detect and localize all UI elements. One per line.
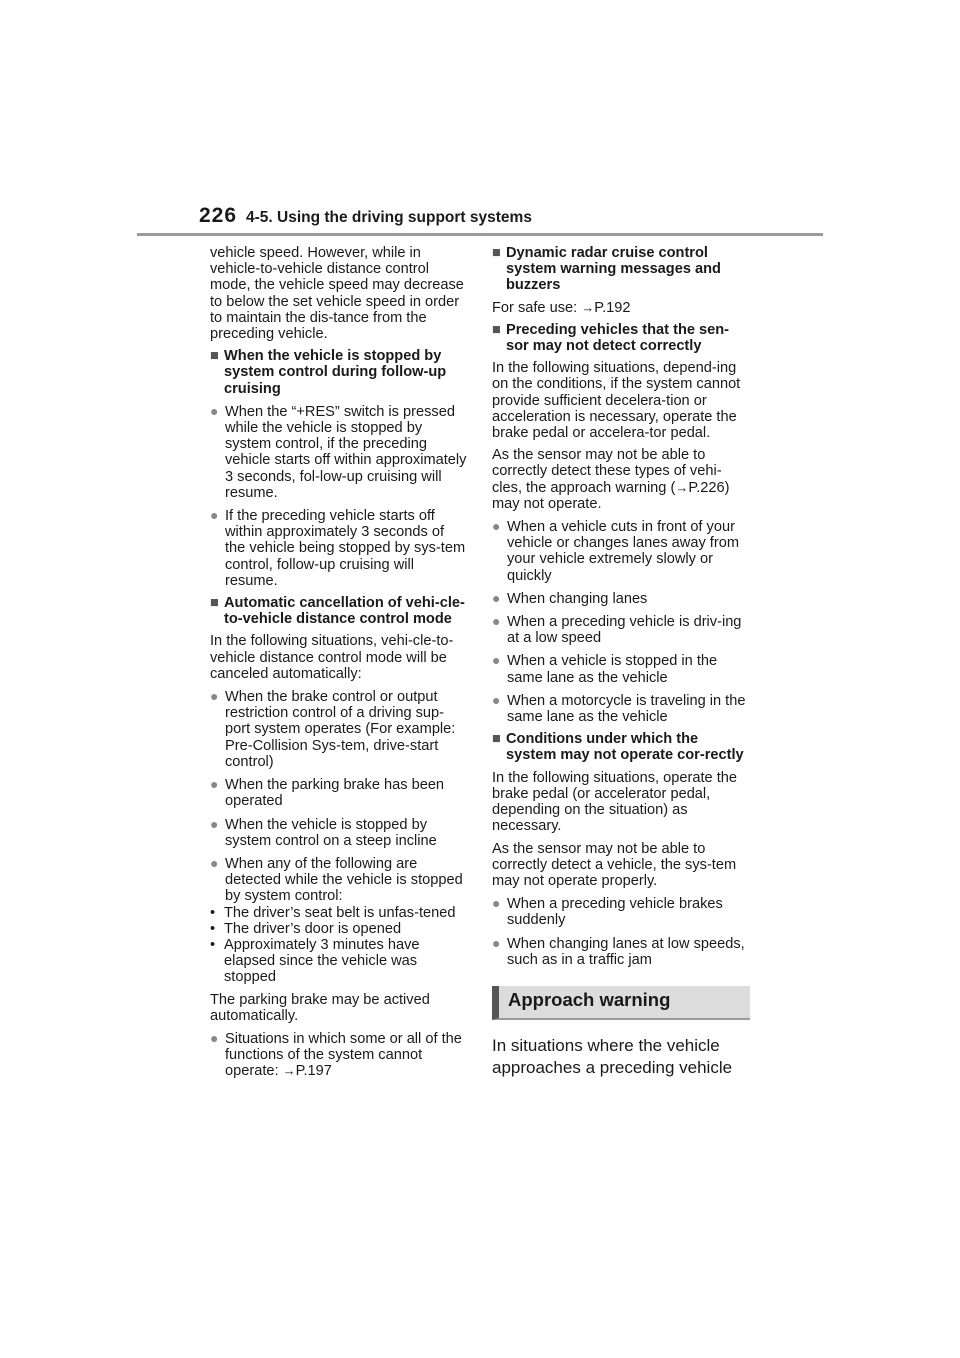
square-bullet-icon: ■ [492, 321, 501, 338]
header-rule [137, 233, 823, 236]
sub-list [210, 905, 468, 986]
section-title: 4-5. Using the driving support systems [246, 209, 532, 226]
arrow-right-icon: → [282, 1063, 296, 1079]
sub-list-item: • The driver’s seat belt is unfas-tened [210, 904, 456, 921]
circle-bullet-icon: ● [492, 691, 501, 708]
square-bullet-icon: ■ [210, 348, 219, 365]
list-item: ● When changing lanes at low speeds, such as in a traffic jam [492, 934, 745, 968]
left-column [210, 245, 468, 1086]
list-item: ● When a vehicle is stopped in the same lane as the vehicle [492, 652, 718, 686]
list-item: ● When a motorcycle is traveling in the same lane as the vehicle [492, 691, 746, 726]
sensor-paragraph: As the sensor may not be able to correctly detect a vehicle, the sys-tem may not operate properly. [492, 840, 737, 889]
right-column [492, 245, 750, 1079]
situations-paragraph: In the following situations, depend-ing on the conditions, if the system cannot provide sufficient decelera-tion or acceleration is necessary, operate the brake pedal or accelera-tor pedal. [492, 360, 741, 442]
approach-warning-intro: In situations where the vehicle approaches a preceding vehicle [492, 1035, 733, 1077]
approach-warning-paragraph: As the sensor may not be able to correctly detect these types of vehi-cles, the approach warning (→P.226) may not operate. [492, 447, 730, 512]
circle-bullet-icon: ● [210, 402, 219, 419]
square-bullet-icon: ■ [210, 595, 219, 612]
circle-bullet-icon: ● [492, 518, 501, 535]
list-item: ● When a vehicle cuts in front of your vehicle or changes lanes away from your vehicle extremely slowly or quickly [492, 518, 739, 584]
arrow-right-icon: → [675, 479, 689, 495]
list-item: ● When any of the following are detected while the vehicle is stopped by system control: [210, 854, 463, 905]
circle-bullet-icon: ● [492, 652, 501, 669]
circle-bullet-icon: ● [210, 688, 219, 705]
list-item: ● When the “+RES” switch is pressed while the vehicle is stopped by system control, if the preceding vehicle starts off within approximately 3 seconds, fol-low-up cruising will resume. [210, 402, 467, 501]
arrow-right-icon: → [581, 299, 595, 315]
heading-stopped-by-system: ■ When the vehicle is stopped by system control during follow-up cruising [210, 348, 447, 397]
intro-paragraph: vehicle speed. However, while in vehicle-to-vehicle distance control mode, the vehicle speed may decrease to below the set vehicle speed in order to maintain the dis-tance from the preceding vehicle. [210, 245, 464, 343]
safe-use-paragraph: For safe use: →P.192 [492, 299, 631, 316]
circle-bullet-icon: ● [210, 776, 219, 793]
page-reference-link[interactable]: P.226 [688, 479, 725, 496]
list-item: ● When a preceding vehicle is driv-ing at a low speed [492, 613, 742, 647]
circle-bullet-icon: ● [210, 815, 219, 832]
circle-bullet-icon: ● [492, 589, 501, 606]
circle-bullet-icon: ● [210, 1029, 219, 1046]
circle-bullet-icon: ● [492, 613, 501, 630]
list-item: ● If the preceding vehicle starts off within approximately 3 seconds of the vehicle being stopped by sys-tem control, follow-up cruising will resume. [210, 507, 466, 589]
conditions-paragraph: In the following situations, operate the brake pedal (or accelerator pedal, depending on the situation) as necessary. [492, 769, 738, 835]
heading-warning-messages: ■ Dynamic radar cruise control system warning messages and buzzers [492, 245, 721, 294]
circle-bullet-icon: ● [492, 934, 501, 951]
approach-warning-heading: Approach warning [492, 986, 750, 1020]
square-bullet-icon: ■ [492, 245, 501, 261]
page-number: 226 [199, 204, 238, 227]
list-item: ● When changing lanes [492, 589, 648, 607]
circle-bullet-icon: ● [210, 854, 219, 871]
square-bullet-icon: ■ [492, 731, 501, 748]
page-reference-link[interactable]: P.197 [295, 1063, 332, 1080]
sub-list-item: • The driver’s door is opened [210, 920, 402, 937]
heading-conditions: ■ Conditions under which the system may not operate cor-rectly [492, 731, 744, 764]
circle-bullet-icon: ● [492, 895, 501, 912]
list-item: ● When the vehicle is stopped by system control on a steep incline [210, 815, 437, 849]
circle-bullet-icon: ● [210, 507, 219, 524]
sub-list-item: • Approximately 3 minutes have elapsed since the vehicle was stopped [210, 936, 420, 986]
list-item: ● Situations in which some or all of the functions of the system cannot operate: →P.197 [210, 1029, 462, 1080]
list-item: ● When a preceding vehicle brakes suddenly [492, 895, 723, 929]
cancellation-paragraph: In the following situations, vehi-cle-to-vehicle distance control mode will be canceled automatically: [210, 633, 454, 682]
heading-sensor-detection: ■ Preceding vehicles that the sen-sor may not detect correctly [492, 321, 730, 355]
parking-brake-paragraph: The parking brake may be actived automatically. [210, 991, 430, 1024]
list-item: ● When the brake control or output restriction control of a driving sup-port system operates (For example: Pre-Collision Sys-tem, drive-start control) [210, 688, 456, 770]
page-reference-link[interactable]: P.192 [594, 299, 631, 316]
list-item: ● When the parking brake has been operated [210, 776, 445, 810]
heading-automatic-cancellation: ■ Automatic cancellation of vehi-cle-to-vehicle distance control mode [210, 595, 465, 628]
